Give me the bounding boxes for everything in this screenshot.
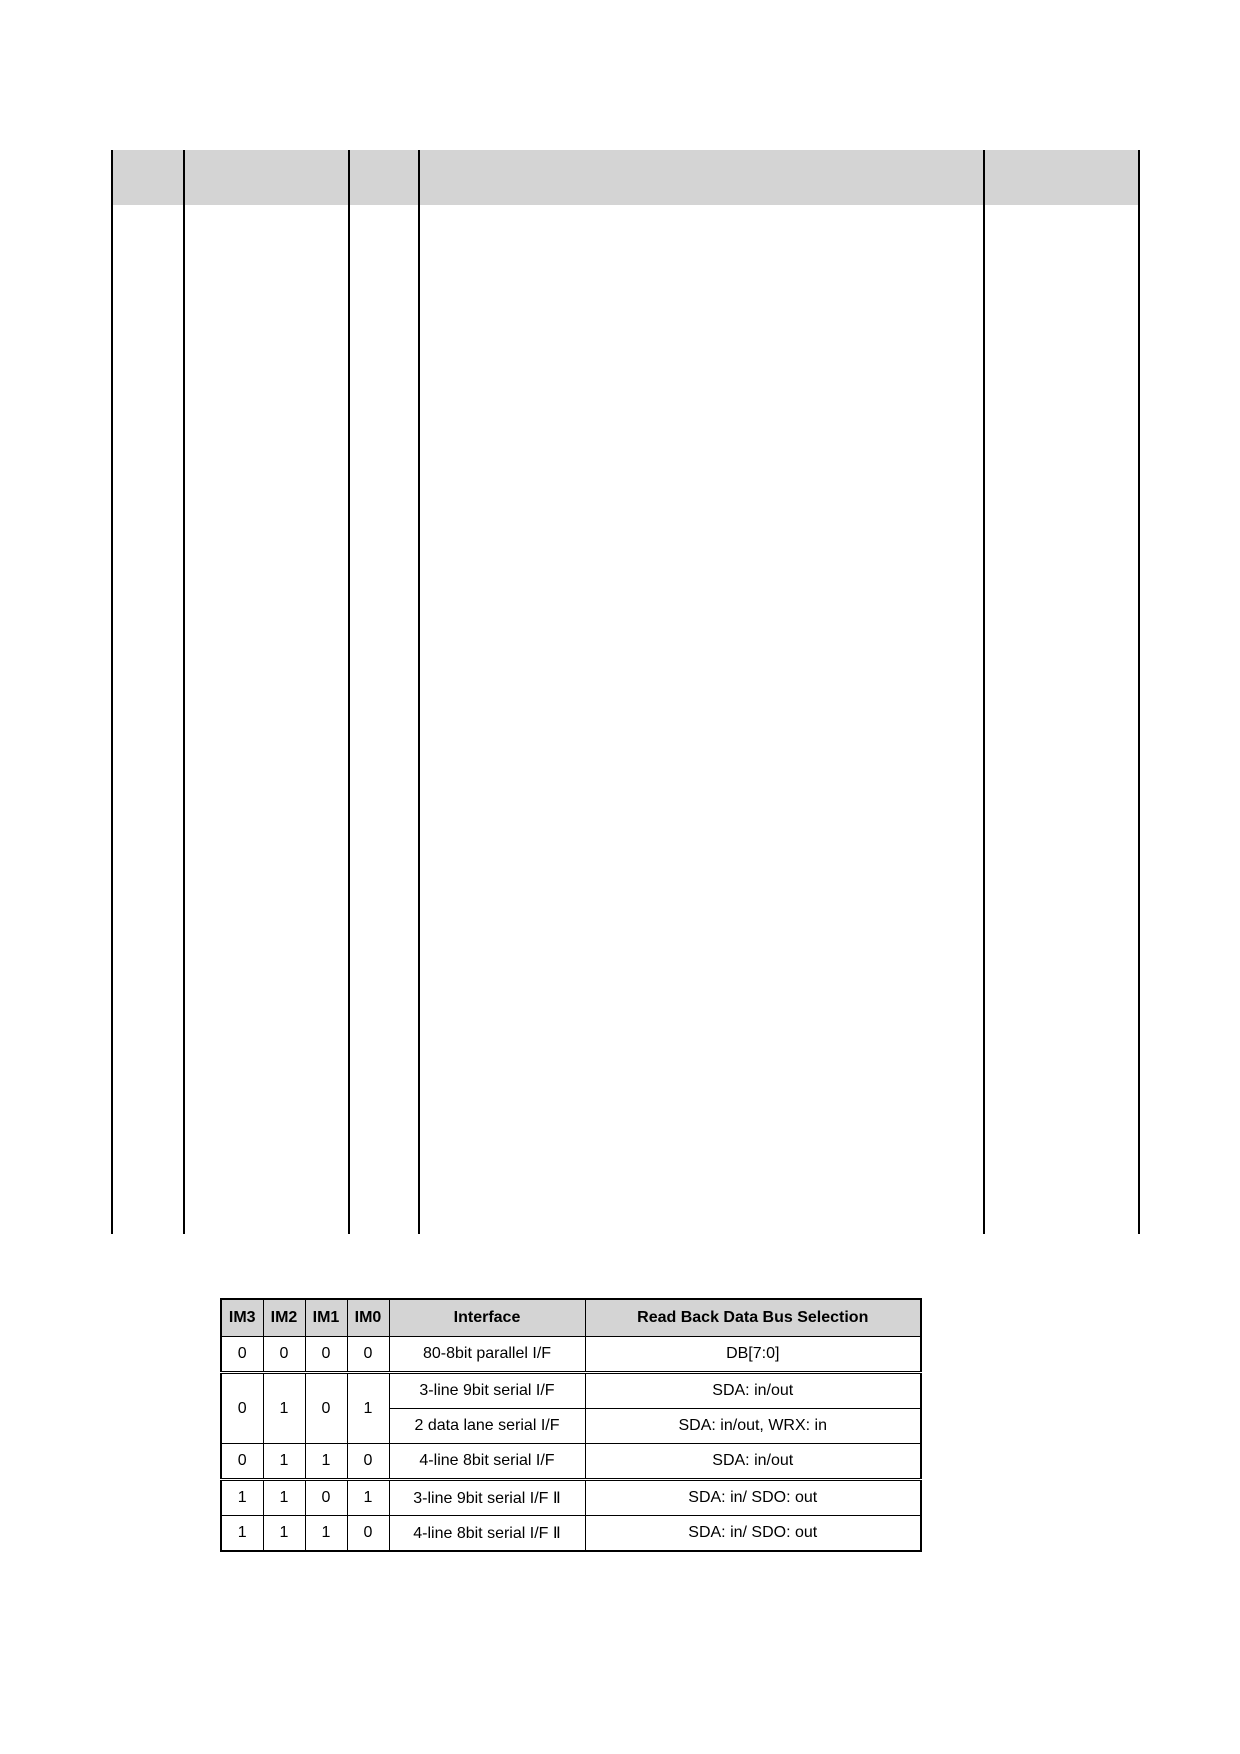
pin-table-divider-4 [983, 150, 985, 1234]
cell-interface: 80-8bit parallel I/F [389, 1337, 585, 1373]
cell-read-back: SDA: in/out [585, 1373, 921, 1409]
table-row [221, 1480, 921, 1516]
pin-table-header-row [112, 150, 1140, 205]
cell-im0: 1 [347, 1480, 389, 1516]
pin-table-divider-2 [348, 150, 350, 1234]
cell-interface: 4-line 8bit serial I/F [389, 1444, 585, 1480]
cell-im1: 0 [305, 1337, 347, 1373]
table-header-row [221, 1299, 921, 1337]
cell-im2: 1 [263, 1444, 305, 1480]
cell-im2: 1 [263, 1373, 305, 1444]
header-im1: IM1 [305, 1299, 347, 1337]
header-im2: IM2 [263, 1299, 305, 1337]
cell-interface: 3-line 9bit serial I/F Ⅱ [389, 1480, 585, 1516]
cell-read-back: SDA: in/ SDO: out [585, 1480, 921, 1516]
pin-table-border-left [111, 150, 113, 1234]
cell-im3: 0 [221, 1444, 263, 1480]
cell-read-back: DB[7:0] [585, 1337, 921, 1373]
cell-im1: 1 [305, 1444, 347, 1480]
cell-im2: 1 [263, 1516, 305, 1552]
cell-interface: 4-line 8bit serial I/F Ⅱ [389, 1516, 585, 1552]
cell-im0: 0 [347, 1444, 389, 1480]
cell-im3: 1 [221, 1516, 263, 1552]
table-row [221, 1516, 921, 1552]
table-row [221, 1373, 921, 1409]
cell-im2: 0 [263, 1337, 305, 1373]
header-im3: IM3 [221, 1299, 263, 1337]
cell-interface: 3-line 9bit serial I/F [389, 1373, 585, 1409]
cell-im0: 0 [347, 1337, 389, 1373]
pin-table-border-right [1138, 150, 1140, 1234]
cell-im1: 1 [305, 1516, 347, 1552]
cell-im3: 0 [221, 1373, 263, 1444]
interface-selection-table [220, 1298, 922, 1552]
header-interface: Interface [389, 1299, 585, 1337]
cell-im1: 0 [305, 1373, 347, 1444]
cell-read-back: SDA: in/ SDO: out [585, 1516, 921, 1552]
cell-im0: 1 [347, 1373, 389, 1444]
cell-interface: 2 data lane serial I/F [389, 1409, 585, 1444]
header-im0: IM0 [347, 1299, 389, 1337]
pin-table-divider-1 [183, 150, 185, 1234]
cell-im3: 1 [221, 1480, 263, 1516]
cell-im2: 1 [263, 1480, 305, 1516]
table-row [221, 1337, 921, 1373]
header-read-back: Read Back Data Bus Selection [585, 1299, 921, 1337]
cell-im1: 0 [305, 1480, 347, 1516]
cell-im3: 0 [221, 1337, 263, 1373]
pin-table-divider-3 [418, 150, 420, 1234]
table-row [221, 1444, 921, 1480]
cell-read-back: SDA: in/out, WRX: in [585, 1409, 921, 1444]
cell-im0: 0 [347, 1516, 389, 1552]
cell-read-back: SDA: in/out [585, 1444, 921, 1480]
